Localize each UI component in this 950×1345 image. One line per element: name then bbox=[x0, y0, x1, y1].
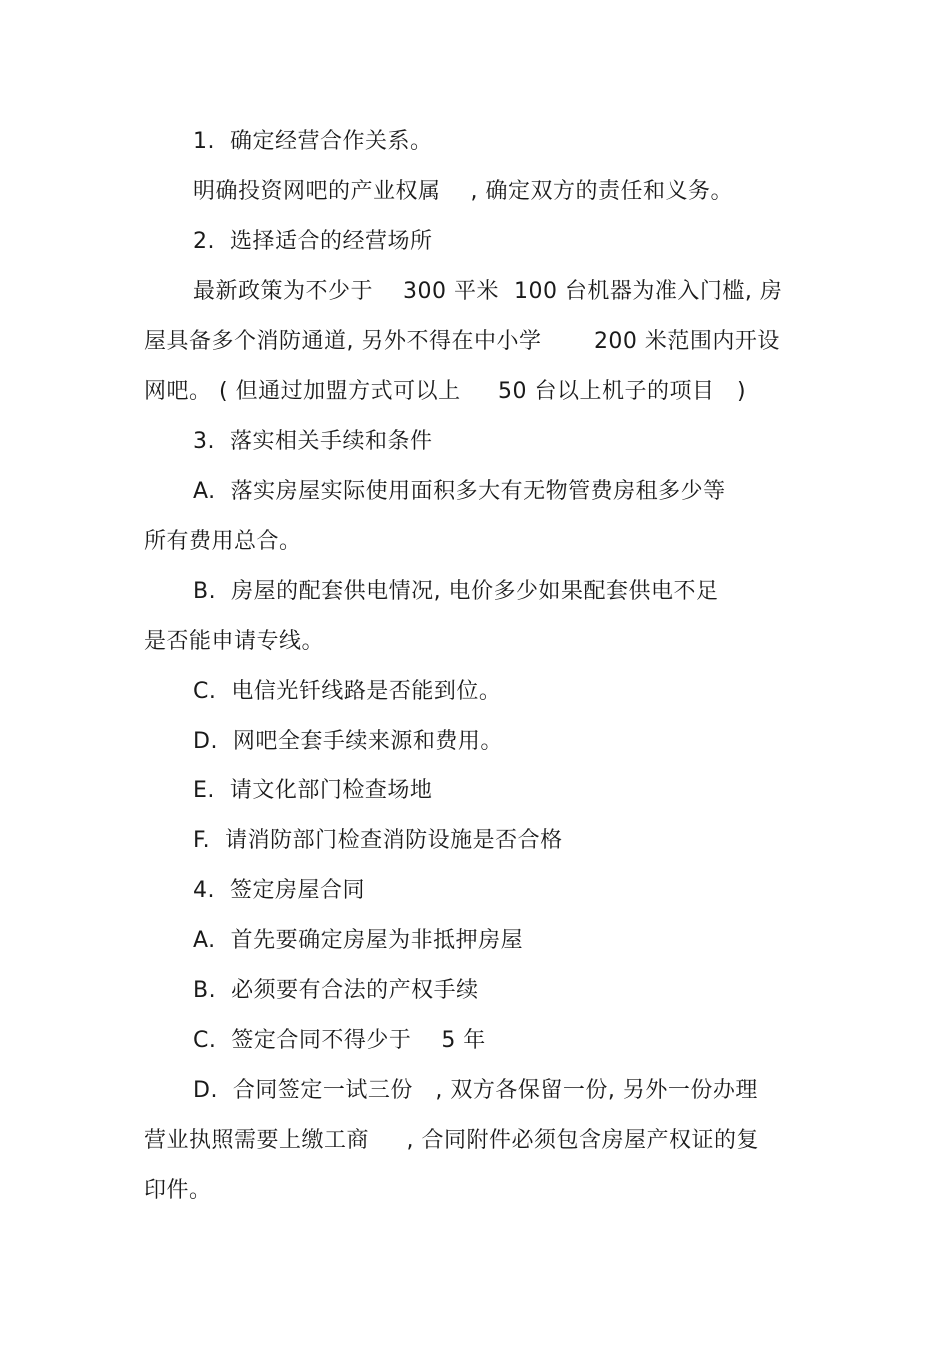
list-item: D. 网吧全套手续来源和费用。 bbox=[193, 729, 503, 754]
paragraph-line: 网吧。 ( 但通过加盟方式可以上 50 台以上机子的项目 ) bbox=[144, 379, 747, 404]
paragraph-line: 屋具备多个消防通道, 另外不得在中小学 200 米范围内开设 bbox=[144, 329, 780, 354]
list-item: B. 必须要有合法的产权手续 bbox=[193, 978, 479, 1003]
section-heading-3: 3. 落实相关手续和条件 bbox=[193, 429, 433, 454]
list-item: E. 请文化部门检查场地 bbox=[193, 778, 433, 803]
list-item-continuation: 营业执照需要上缴工商 , 合同附件必须包含房屋产权证的复 bbox=[144, 1128, 759, 1153]
list-item: A. 落实房屋实际使用面积多大有无物管费房租多少等 bbox=[193, 479, 726, 504]
list-item: A. 首先要确定房屋为非抵押房屋 bbox=[193, 928, 524, 953]
list-item-continuation: 印件。 bbox=[144, 1178, 212, 1203]
list-item: C. 签定合同不得少于 5 年 bbox=[193, 1028, 486, 1053]
section-heading-1: 1. 确定经营合作关系。 bbox=[193, 129, 433, 154]
section-heading-4: 4. 签定房屋合同 bbox=[193, 878, 365, 903]
list-item-continuation: 所有费用总合。 bbox=[144, 529, 302, 554]
list-item-continuation: 是否能申请专线。 bbox=[144, 629, 325, 654]
list-item: B. 房屋的配套供电情况, 电价多少如果配套供电不足 bbox=[193, 579, 719, 604]
list-item: D. 合同签定一试三份 , 双方各保留一份, 另外一份办理 bbox=[193, 1078, 758, 1103]
paragraph-line: 明确投资网吧的产业权属 , 确定双方的责任和义务。 bbox=[193, 179, 733, 204]
paragraph-line: 最新政策为不少于 300 平米 100 台机器为准入门槛, 房 bbox=[193, 279, 783, 304]
section-heading-2: 2. 选择适合的经营场所 bbox=[193, 229, 433, 254]
list-item: C. 电信光钎线路是否能到位。 bbox=[193, 679, 502, 704]
list-item: F. 请消防部门检查消防设施是否合格 bbox=[193, 828, 563, 853]
